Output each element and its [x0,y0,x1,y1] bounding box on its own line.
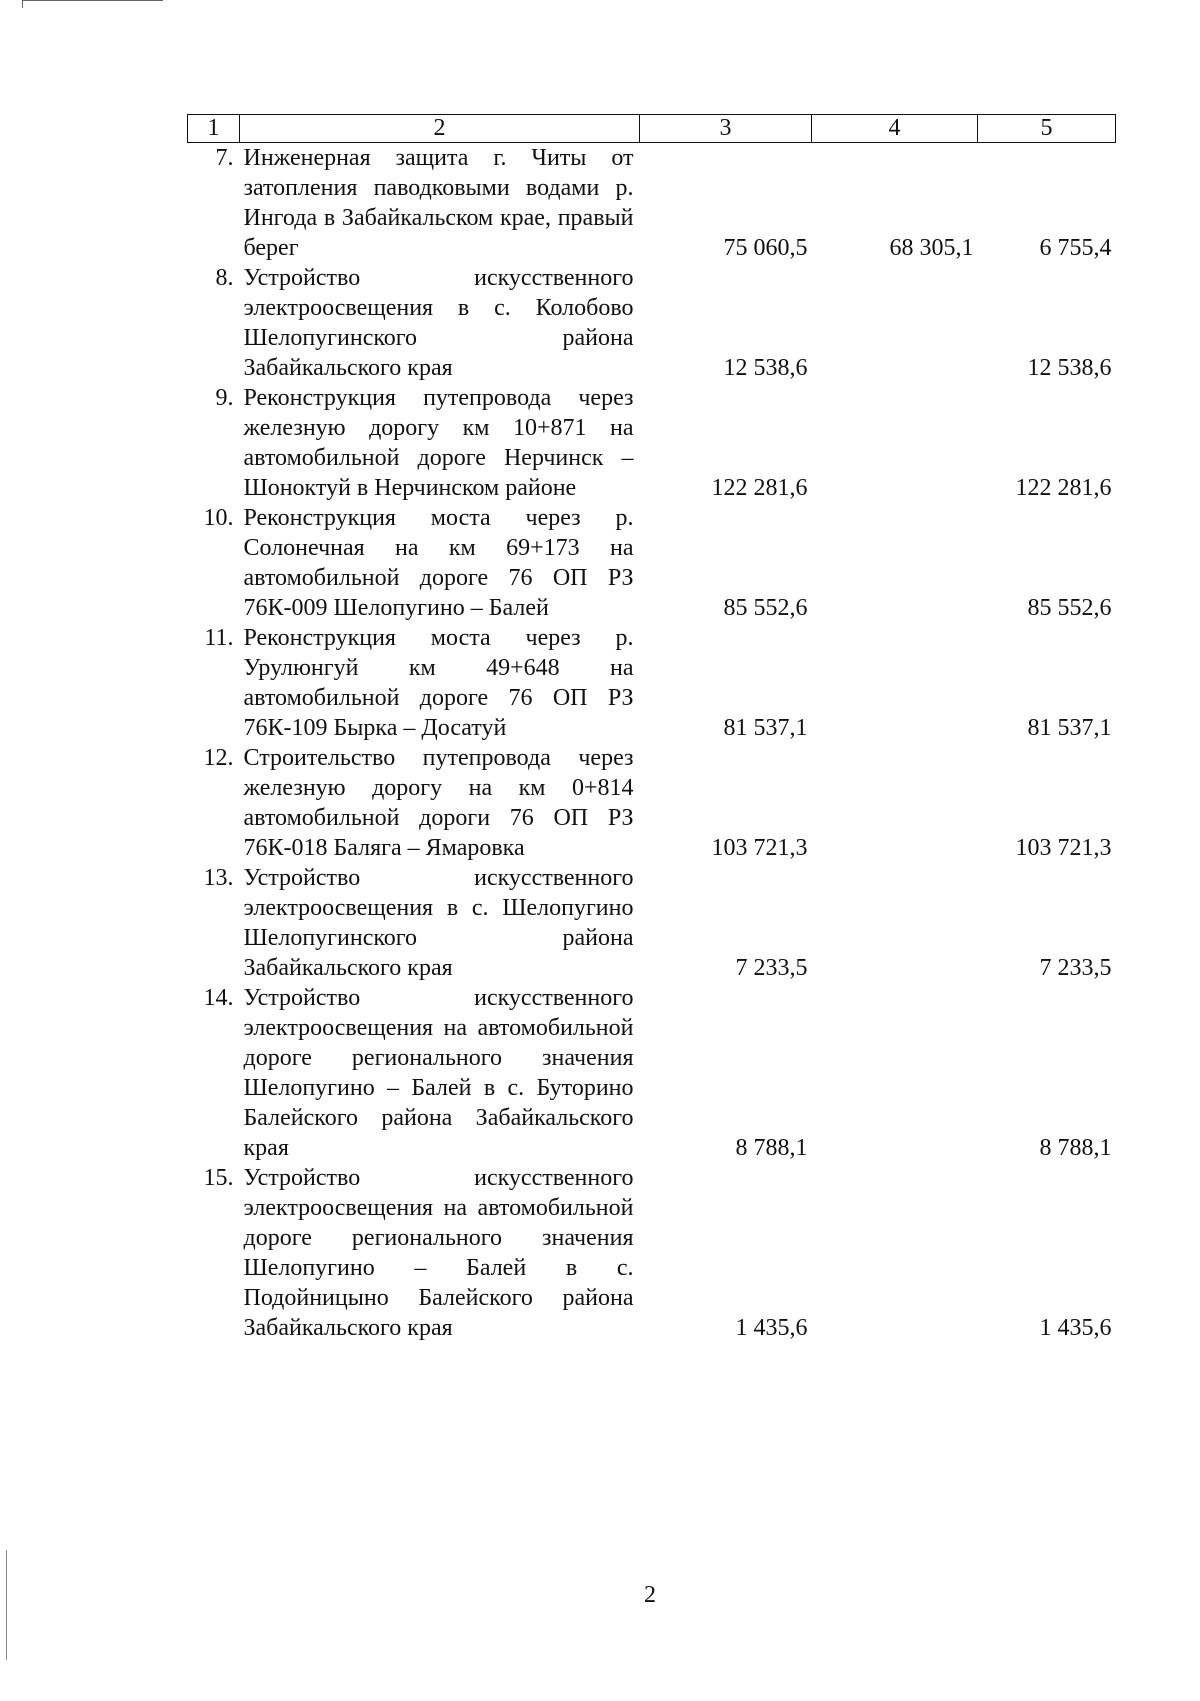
row-value-5: 85 552,6 [1027,595,1112,621]
row-value-5: 81 537,1 [1027,715,1112,741]
row-value-3: 75 060,5 [723,235,808,261]
row-name: Реконструкция моста через р. Урулюнгуй км 49+648 на автомобильной дороге 76 ОП РЗ 76К-109 Бырка – Досатуй [243,625,634,741]
row-name: Инженерная защита г. Читы от затопления паводковыми водами р. Ингода в Забайкальском крае, правый берег [243,145,634,261]
row-number: 10. [203,505,234,531]
row-value-3: 7 233,5 [735,955,808,981]
header-cell-1: 1 [188,115,240,143]
row-value-4 [812,1163,978,1343]
row-value-4 [812,623,978,743]
row-name: Устройство искусственного электроосвещения в с. Колобово Шелопугинского района Забайкальского края [243,265,634,381]
data-table [187,114,1116,1343]
table-header-row [188,115,1116,143]
row-value-4: 68 305,1 [889,235,974,261]
row-value-3: 8 788,1 [735,1135,808,1161]
row-name: Устройство искусственного электроосвещения в с. Шелопугино Шелопугинского района Забайкальского края [243,865,634,981]
row-value-5: 1 435,6 [1039,1315,1112,1341]
row-value-3: 85 552,6 [723,595,808,621]
table-row [188,1163,1116,1343]
row-number: 7. [215,145,234,171]
row-number: 9. [215,385,234,411]
row-value-4 [812,263,978,383]
table-row [188,623,1116,743]
table-row [188,983,1116,1163]
row-name: Устройство искусственного электроосвещения на автомобильной дороге регионального значения Шелопугино – Балей в с. Подойницыно Балейского района Забайкальского края [243,1165,634,1341]
table-row [188,743,1116,863]
row-value-3: 103 721,3 [711,835,808,861]
row-value-5: 6 755,4 [1039,235,1112,261]
row-number: 14. [203,985,234,1011]
scan-edge-mark [22,0,163,8]
row-value-5: 12 538,6 [1027,355,1112,381]
header-cell-3: 3 [640,115,812,143]
row-value-5: 103 721,3 [1015,835,1112,861]
row-name: Устройство искусственного электроосвещения на автомобильной дороге регионального значения Шелопугино – Балей в с. Буторино Балейского района Забайкальского края [243,985,634,1161]
row-value-4 [812,503,978,623]
row-value-5: 122 281,6 [1015,475,1112,501]
row-value-3: 81 537,1 [723,715,808,741]
table-row [188,383,1116,503]
row-value-5: 7 233,5 [1039,955,1112,981]
row-name: Реконструкция моста через р. Солонечная на км 69+173 на автомобильной дороге 76 ОП РЗ 76К-009 Шелопугино – Балей [243,505,634,621]
row-value-3: 122 281,6 [711,475,808,501]
row-number: 13. [203,865,234,891]
page-number: 2 [644,1582,656,1608]
row-value-4 [812,863,978,983]
row-number: 8. [215,265,234,291]
row-value-5: 8 788,1 [1039,1135,1112,1161]
table-row [188,863,1116,983]
row-number: 11. [204,625,234,651]
table-body [188,143,1116,1344]
row-value-4 [812,383,978,503]
table-row [188,143,1116,264]
row-number: 15. [203,1165,234,1191]
table-row [188,263,1116,383]
table-row [188,503,1116,623]
row-number: 12. [203,745,234,771]
row-value-3: 12 538,6 [723,355,808,381]
header-cell-5: 5 [978,115,1116,143]
row-name: Реконструкция путепровода через железную дорогу км 10+871 на автомобильной дороге Нерчинск – Шоноктуй в Нерчинском районе [243,385,634,501]
row-value-3: 1 435,6 [735,1315,808,1341]
header-cell-2: 2 [240,115,640,143]
row-value-4 [812,983,978,1163]
row-name: Строительство путепровода через железную дорогу на км 0+814 автомобильной дороги 76 ОП РЗ 76К-018 Баляга – Ямаровка [243,745,634,861]
row-value-4 [812,743,978,863]
header-cell-4: 4 [812,115,978,143]
